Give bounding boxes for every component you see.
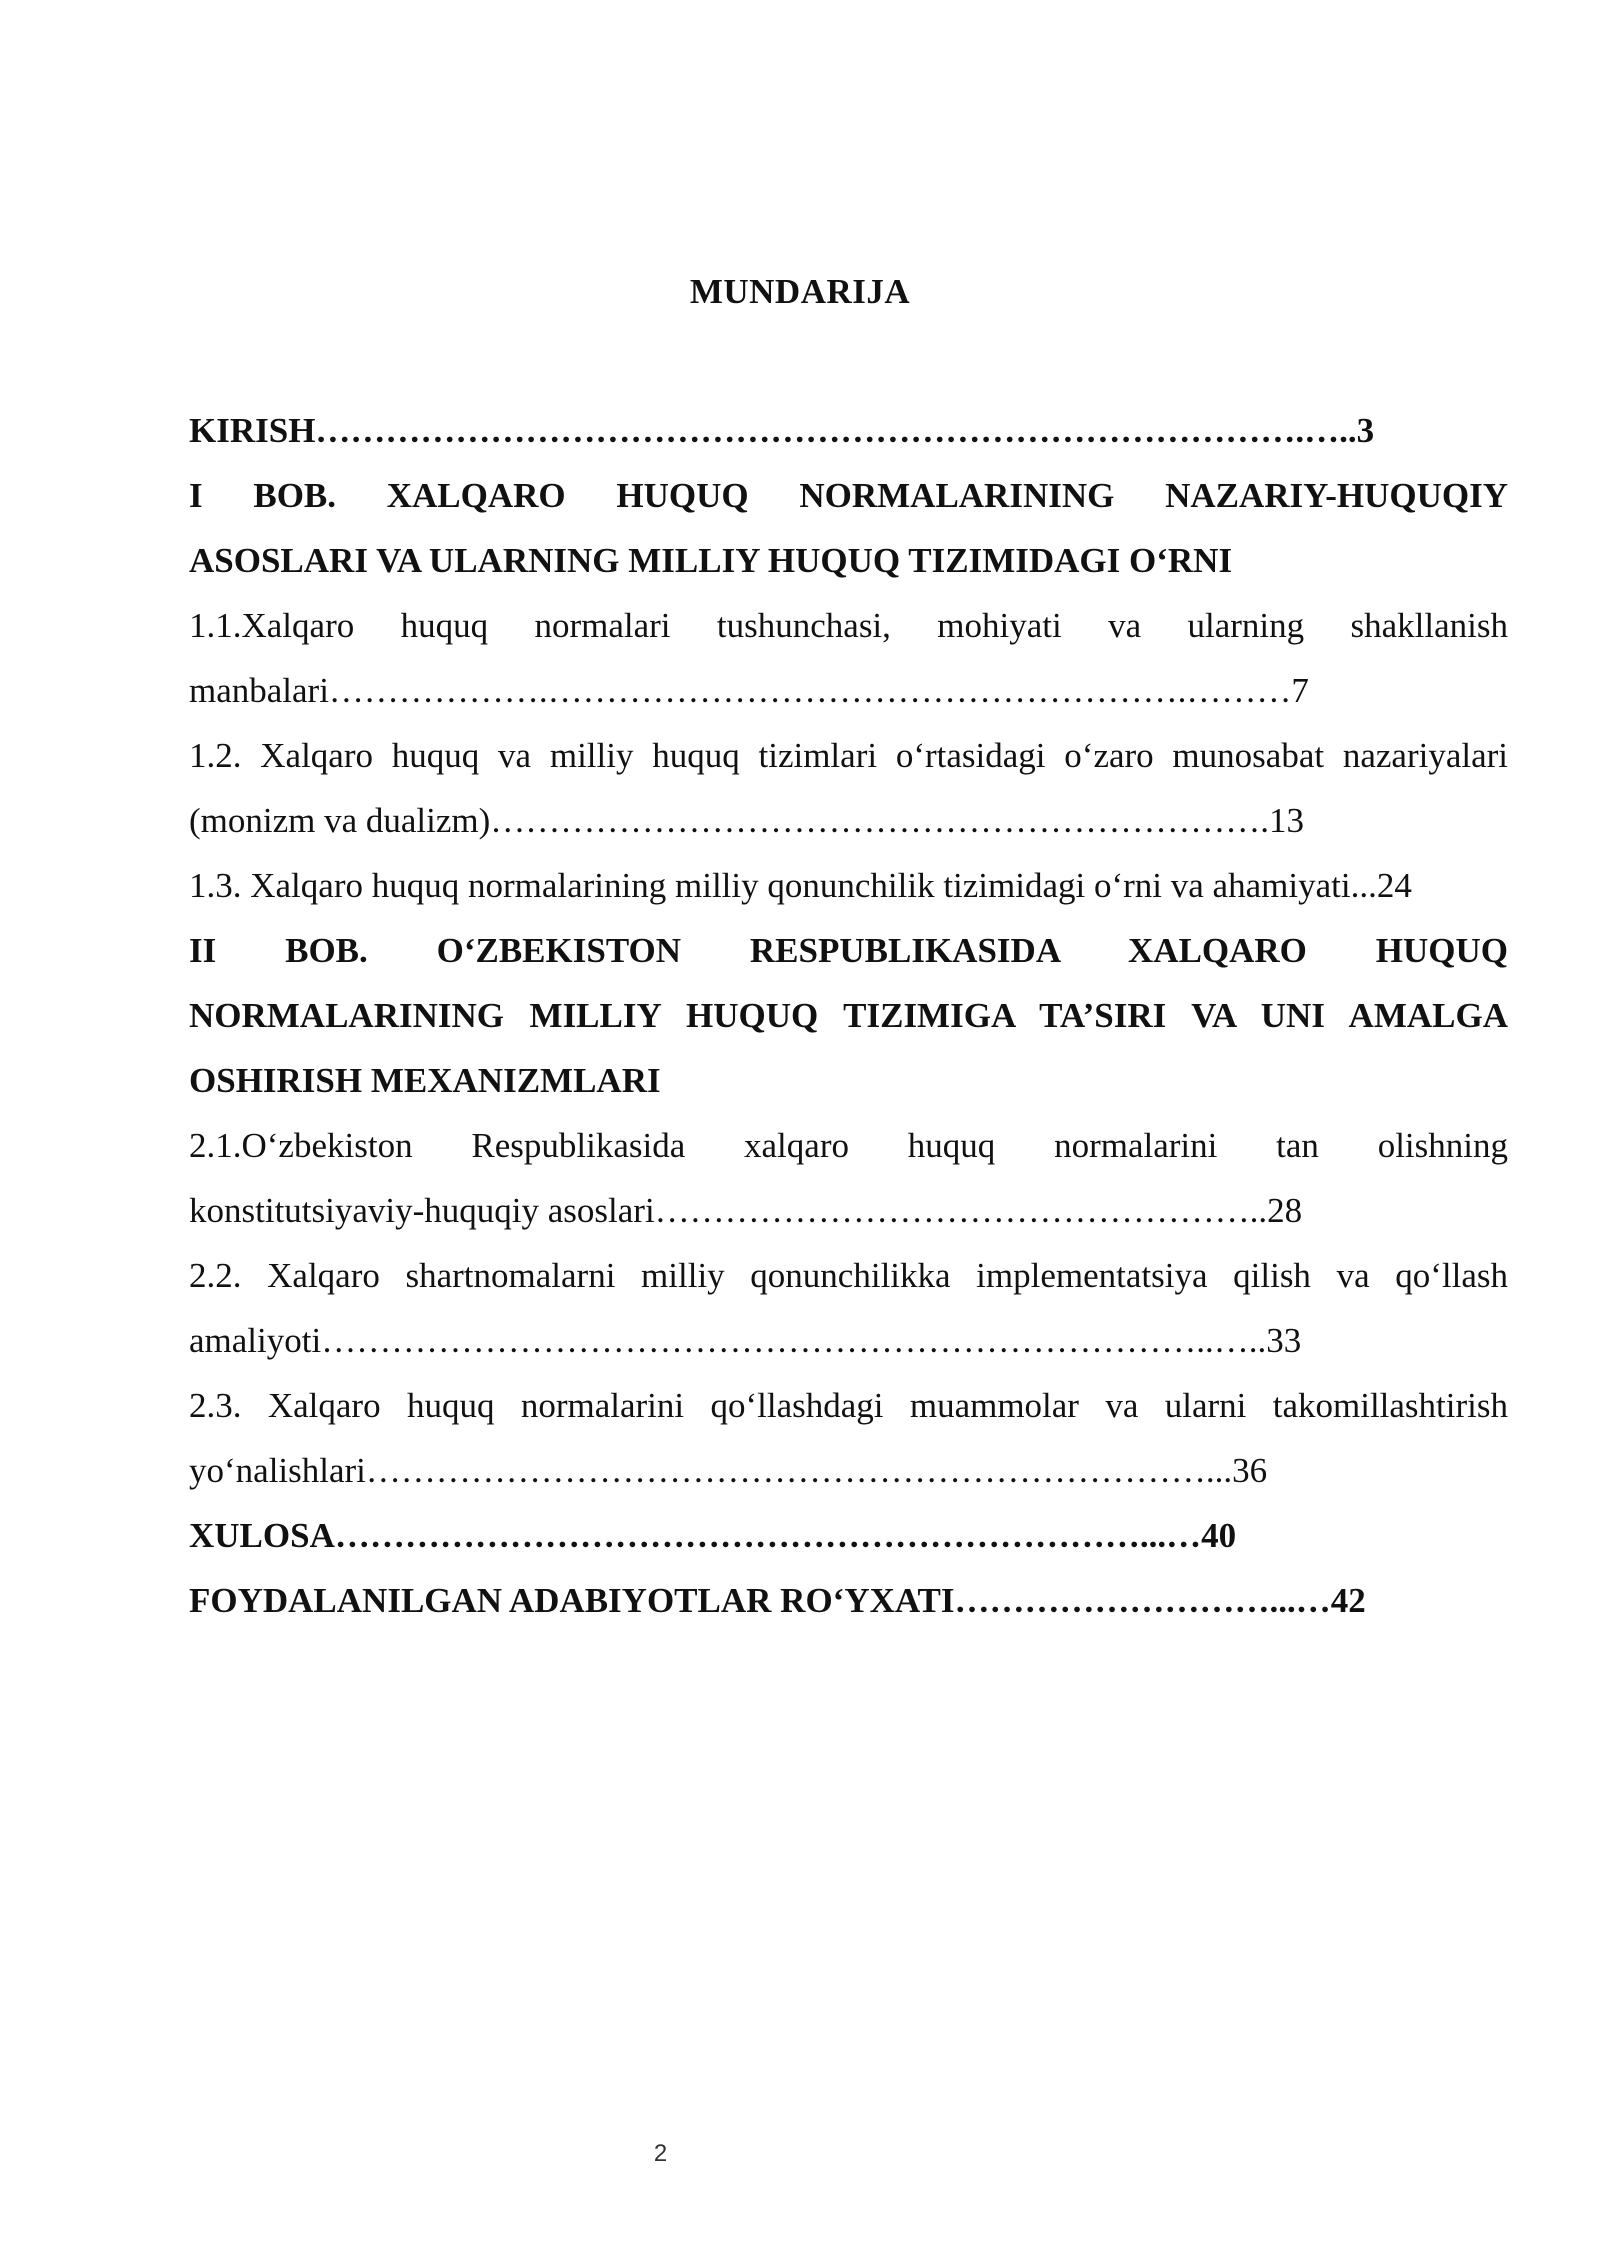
toc-section-1-1-line-1[interactable]: 1.1.Xalqaro huquq normalari tushunchasi, mohiyati va ularning shakllanish bbox=[189, 606, 1508, 645]
toc-section-1-2-line-1[interactable]: 1.2. Xalqaro huquq va milliy huquq tizimlari o‘rtasidagi o‘zaro munosabat nazariyalari bbox=[189, 736, 1508, 775]
toc-chapter-2-heading-line-1[interactable]: II BOB. O‘ZBEKISTON RESPUBLIKASIDA XALQARO HUQUQ bbox=[189, 931, 1508, 970]
toc-section-1-2-line-2[interactable]: (monizm va dualizm)………………………………………………………….13 bbox=[189, 801, 1305, 840]
toc-section-2-1-line-2[interactable]: konstitutsiyaviy-huquqiy asoslari……………………………………………..28 bbox=[189, 1191, 1303, 1230]
toc-entry-conclusion[interactable]: XULOSA……………………………………………………………...…40 bbox=[189, 1516, 1237, 1555]
toc-entry-intro[interactable]: KIRISH………………………………………………………………………….…..3 bbox=[189, 411, 1375, 450]
toc-entry-references[interactable]: FOYDALANILGAN ADABIYOTLAR RO‘YXATI………………………...…42 bbox=[189, 1581, 1366, 1620]
toc-section-2-3-line-2[interactable]: yo‘nalishlari………………………………………………………………...36 bbox=[189, 1451, 1268, 1490]
toc-section-2-2-line-2[interactable]: amaliyoti…………………………………………………………………..…..33 bbox=[189, 1321, 1302, 1360]
page-title: MUNDARIJA bbox=[689, 272, 911, 311]
page-number: 2 bbox=[653, 2140, 668, 2167]
toc-chapter-1-heading-line-1[interactable]: I BOB. XALQARO HUQUQ NORMALARINING NAZARIY-HUQUQIY bbox=[189, 476, 1508, 515]
toc-section-2-3-line-1[interactable]: 2.3. Xalqaro huquq normalarini qo‘llashdagi muammolar va ularni takomillashtirish bbox=[189, 1386, 1508, 1425]
toc-section-1-1-line-2[interactable]: manbalari……………….……………………………………………….………7 bbox=[189, 671, 1309, 710]
toc-chapter-1-heading-line-2[interactable]: ASOSLARI VA ULARNING MILLIY HUQUQ TIZIMIDAGI O‘RNI bbox=[189, 541, 1233, 580]
toc-chapter-2-heading-line-3[interactable]: OSHIRISH MEXANIZMLARI bbox=[189, 1061, 661, 1100]
toc-section-2-1-line-1[interactable]: 2.1.O‘zbekiston Respublikasida xalqaro huquq normalarini tan olishning bbox=[189, 1126, 1508, 1165]
toc-section-2-2-line-1[interactable]: 2.2. Xalqaro shartnomalarni milliy qonunchilikka implementatsiya qilish va qo‘llash bbox=[189, 1256, 1508, 1295]
toc-chapter-2-heading-line-2[interactable]: NORMALARINING MILLIY HUQUQ TIZIMIGA TA’SIRI VA UNI AMALGA bbox=[189, 996, 1508, 1035]
table-of-contents bbox=[189, 398, 1508, 1633]
toc-section-1-3[interactable]: 1.3. Xalqaro huquq normalarining milliy qonunchilik tizimidagi o‘rni va ahamiyati...24 bbox=[189, 866, 1412, 905]
